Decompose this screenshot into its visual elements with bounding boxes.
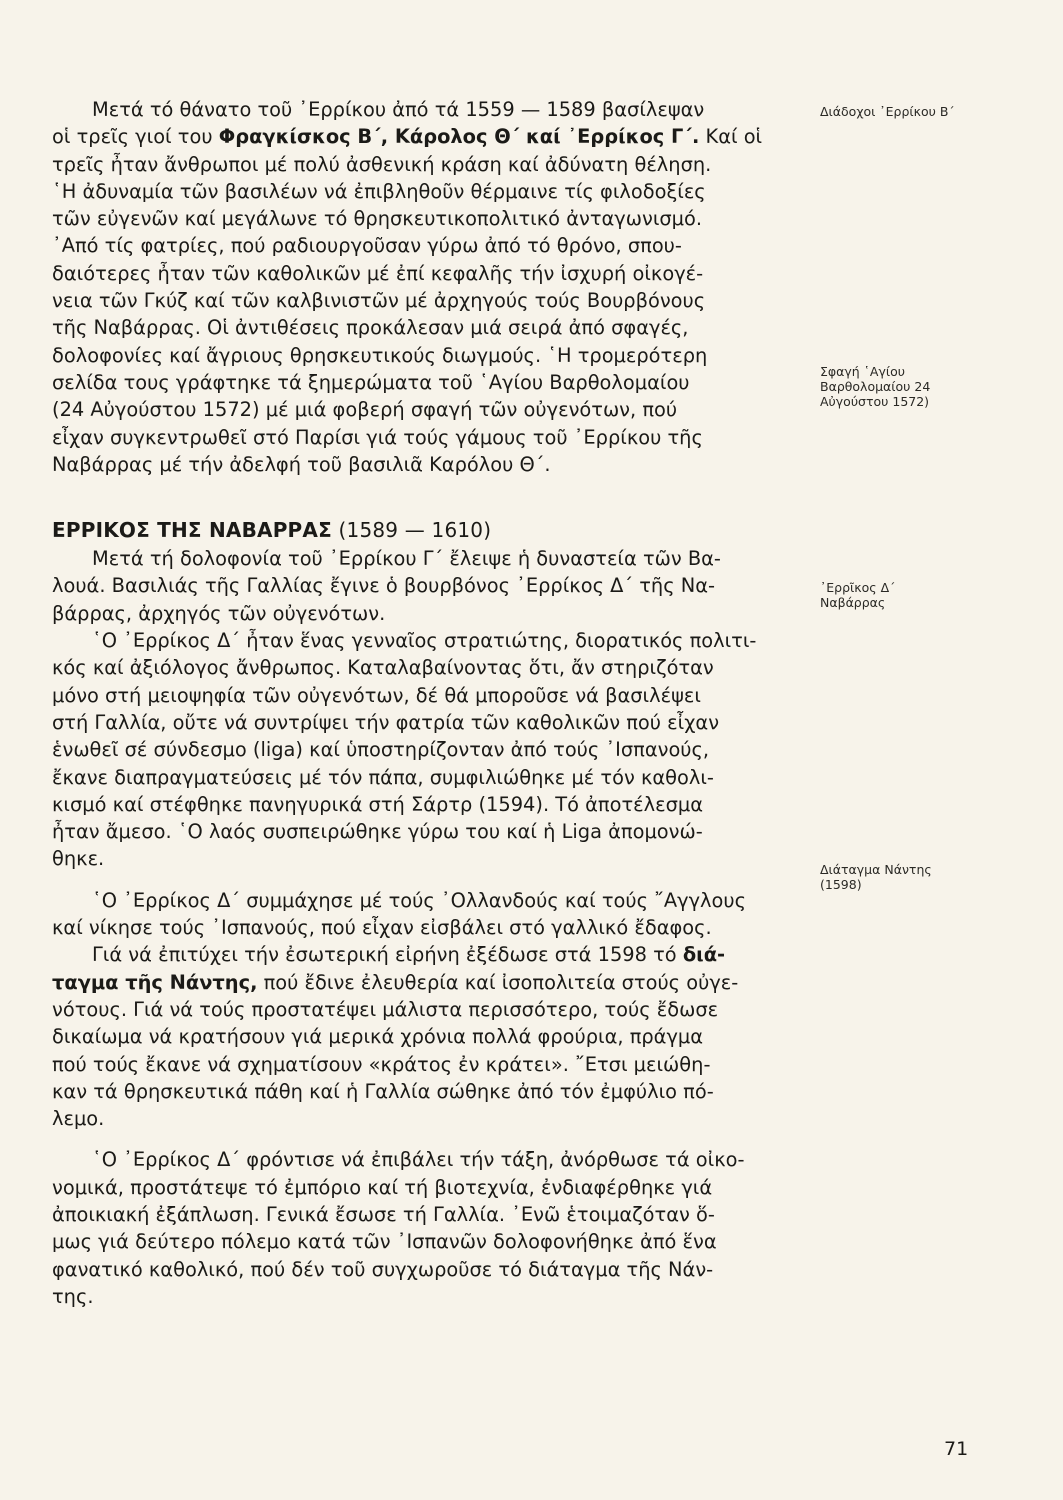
text-line: ᾿Από τίς φατρίες, πού ραδιουργοῦσαν γύρω ἀπό τό θρόνο, σπου- [52, 234, 682, 258]
text-line: (24 Αὐγούστου 1572) μέ μιά φοβερή σφαγή τῶν οὐγενότων, πού [52, 398, 678, 422]
text-line: μως γιά δεύτερο πόλεμο κατά τῶν ᾿Ισπανῶν δολοφονήθηκε ἀπό ἕνα [52, 1230, 717, 1254]
text-line: κισμό καί στέφθηκε πανηγυρικά στή Σάρτρ (1594). Τό ἀποτέλεσμα [52, 792, 703, 816]
margin-note-line: Σφαγή ῾Αγίου [820, 364, 905, 379]
page-number: 71 [944, 1438, 969, 1460]
bold-names: Φραγκίσκος Β΄, Κάρολος Θ΄ καί ᾿Ερρίκος Γ΄. [218, 125, 700, 149]
main-text-column [52, 96, 800, 1310]
text-line: Ναβάρρας μέ τήν ἀδελφή τοῦ βασιλιᾶ Καρόλου Θ΄. [52, 452, 551, 476]
section-years: (1589 — 1610) [331, 518, 492, 543]
paragraph-3 [52, 887, 800, 942]
text-line: ἀποικιακή ἐξάπλωση. Γενικά ἔσωσε τή Γαλλία. ᾿Ενῶ ἑτοιμαζόταν ὅ- [52, 1202, 715, 1226]
text-line: δαιότερες ἦταν τῶν καθολικῶν μέ ἐπί κεφαλῆς τήν ἰσχυρή οἰκογέ- [52, 261, 704, 285]
text-line: της. [52, 1284, 94, 1308]
text-line: ῾Ο ᾿Ερρίκος Δ΄ φρόντισε νά ἐπιβάλει τήν τάξη, ἀνόρθωσε τά οἰκο- [92, 1148, 745, 1172]
text-line: τῆς Ναβάρρας. Οἱ ἀντιθέσεις προκάλεσαν μιά σειρά ἀπό σφαγές, [52, 316, 689, 340]
text-line: κός καί ἀξιόλογος ἄνθρωπος. Καταλαβαίνοντας ὅτι, ἄν στηριζόταν [52, 656, 714, 680]
margin-note-edict-nantes [820, 862, 990, 892]
text-line: στή Γαλλία, οὔτε νά συντρίψει τήν φατρία τῶν καθολικῶν πού εἶχαν [52, 710, 720, 734]
paragraph-gap [52, 1132, 800, 1146]
text-run: Γιά νά ἐπιτύχει τήν ἐσωτερική εἰρήνη ἐξέδωσε στά 1598 τό [92, 943, 683, 967]
text-line: λεμο. [52, 1107, 105, 1131]
paragraph-4 [52, 941, 800, 1132]
margin-note-line: Αὐγούστου 1572) [820, 394, 930, 409]
paragraph-5 [52, 1146, 800, 1310]
text-line: τῶν εὐγενῶν καί μεγάλωνε τό θρησκευτικοπολιτικό ἀνταγωνισμό. [52, 207, 703, 231]
text-line: καν τά θρησκευτικά πάθη καί ἡ Γαλλία σώθηκε ἀπό τόν ἐμφύλιο πό- [52, 1079, 714, 1103]
text-line: δολοφονίες καί ἄγριους θρησκευτικούς διωγμούς. ῾Η τρομερότερη [52, 343, 708, 367]
text-line: θηκε. [52, 847, 105, 871]
paragraph-2 [52, 627, 800, 873]
text-line: φανατικό καθολικό, πού δέν τοῦ συγχωροῦσε τό διάταγμα τῆς Νάν- [52, 1257, 714, 1281]
text-line: Μετά τή δολοφονία τοῦ ᾿Ερρίκου Γ΄ ἔλειψε ἡ δυναστεία τῶν Βα- [92, 547, 721, 571]
text-line: νομικά, προστάτεψε τό ἐμπόριο καί τή βιοτεχνία, ἐνδιαφέρθηκε γιά [52, 1175, 713, 1199]
margin-note-henry-navarre [820, 580, 990, 610]
text-line: δικαίωμα νά κρατήσουν γιά μερικά χρόνια πολλά φρούρια, πράγμα [52, 1025, 704, 1049]
text-line: λουά. Βασιλιάς τῆς Γαλλίας ἔγινε ὁ βουρβόνος ᾿Ερρίκος Δ΄ τῆς Να- [52, 574, 716, 598]
text-line [52, 969, 800, 996]
margin-note-line: Ναβάρρας [820, 595, 886, 610]
text-line: μόνο στή μειοψηφία τῶν οὐγενότων, δέ θά μποροῦσε νά βασιλέψει [52, 683, 701, 707]
margin-note-line: ᾿Ερρῖκος Δ΄ [820, 580, 896, 595]
text-line: ῾Ο ᾿Ερρίκος Δ΄ συμμάχησε μέ τούς ᾿Ολλανδούς καί τούς ῎Αγγλους [92, 888, 746, 912]
text-line: ἑνωθεῖ σέ σύνδεσμο (liga) καί ὑποστηρίζονταν ἀπό τούς ᾿Ισπανούς, [52, 738, 710, 762]
margin-note-line: Διάδοχοι ᾿Ερρίκου Β΄ [820, 104, 955, 119]
margin-note-line: Βαρθολομαίου 24 [820, 379, 931, 394]
text-run: οἱ τρεῖς γιοί του [52, 125, 219, 149]
margin-note-line: Διάταγμα Νάντης [820, 862, 932, 877]
text-run: Καί οἱ [699, 125, 763, 149]
text-line: εἶχαν συγκεντρωθεῖ στό Παρίσι γιά τούς γάμους τοῦ ᾿Ερρίκου τῆς [52, 425, 703, 449]
margin-note-massacre [820, 364, 990, 409]
text-line: ῾Ο ᾿Ερρίκος Δ΄ ἦταν ἕνας γενναῖος στρατιώτης, διορατικός πολιτι- [92, 629, 757, 653]
text-line [52, 941, 800, 968]
bold-term: ταγμα τῆς Νάντης, [52, 970, 258, 994]
intro-paragraph [52, 96, 800, 478]
text-line: ἦταν ἄμεσο. ῾Ο λαός συσπειρώθηκε γύρω του καί ἡ Liga ἀπομονώ- [52, 820, 703, 844]
text-line: πού τούς ἔκανε νά σχηματίσουν «κράτος ἐν κράτει». ῎Ετσι μειώθη- [52, 1052, 711, 1076]
text-line: νεια τῶν Γκύζ καί τῶν καλβινιστῶν μέ ἀρχηγούς τούς Βουρβόνους [52, 289, 706, 313]
text-line: ῾Η ἀδυναμία τῶν βασιλέων νά ἐπιβληθοῦν θέρμαινε τίς φιλοδοξίες [52, 179, 706, 203]
margin-note-line: (1598) [820, 877, 862, 892]
section-heading [52, 518, 800, 542]
text-line: καί νίκησε τούς ᾿Ισπανούς, πού εἶχαν εἰσβάλει στό γαλλικό ἔδαφος. [52, 916, 712, 940]
margin-note-successors [820, 104, 990, 119]
text-line: βάρρας, ἀρχηγός τῶν οὐγενότων. [52, 601, 386, 625]
text-line: νότους. Γιά νά τούς προστατέψει μάλιστα περισσότερο, τούς ἔδωσε [52, 997, 719, 1021]
text-line: Μετά τό θάνατο τοῦ ᾿Ερρίκου ἀπό τά 1559 — 1589 βασίλεψαν [92, 98, 705, 121]
text-line: ἔκανε διαπραγματεύσεις μέ τόν πάπα, συμφιλιώθηκε μέ τόν καθολι- [52, 765, 714, 789]
text-run: πού ἔδινε ἐλευθερία καί ἰσοπολιτεία στούς οὐγε- [257, 970, 739, 994]
paragraph-1 [52, 545, 800, 627]
bold-term: διά- [682, 943, 726, 967]
section-title: ΕΡΡΙΚΟΣ ΤΗΣ ΝΑΒΑΡΡΑΣ [52, 518, 332, 543]
paragraph-gap [52, 873, 800, 887]
text-line: σελίδα τους γράφτηκε τά ξημερώματα τοῦ ῾Αγίου Βαρθολομαίου [52, 370, 690, 394]
text-line: τρεῖς ἦταν ἄνθρωποι μέ πολύ ἀσθενική κράση καί ἀδύνατη θέληση. [52, 152, 712, 176]
text-line [52, 123, 800, 150]
